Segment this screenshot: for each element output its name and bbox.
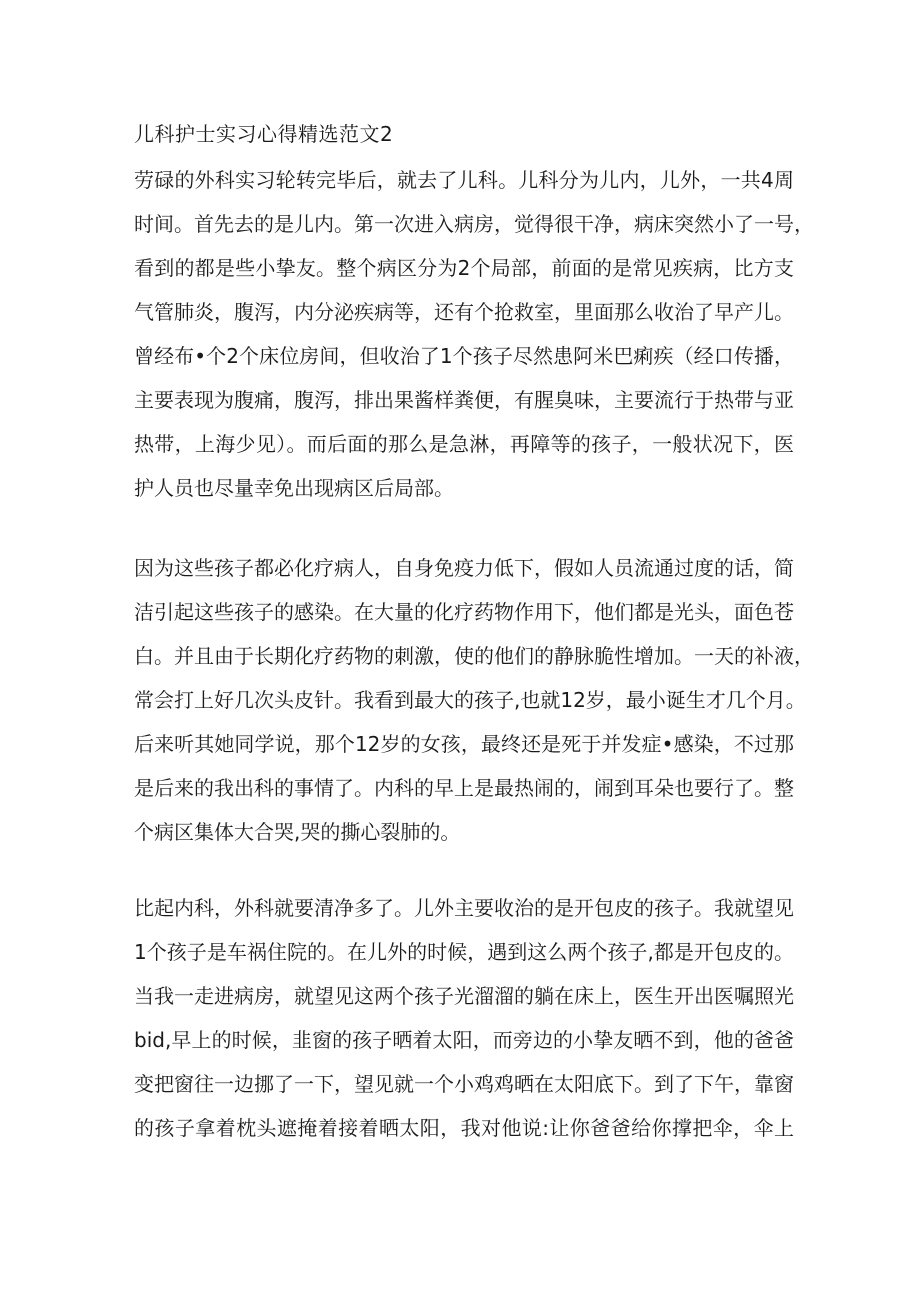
text-line: 护人员也尽量幸免出现病区后局部。 <box>134 476 454 500</box>
text-line: 是后来的我出科的事情了。内科的早上是最热闹的，闹到耳朵也要行了。整 <box>134 776 794 800</box>
text-line: 白。并且由于长期化疗药物的刺激，使的他们的静脉脆性增加。一天的补液， <box>134 644 814 668</box>
text-line: 比起内科，外科就要清净多了。儿外主要收治的是开包皮的孩子。我就望见 <box>134 896 794 920</box>
text-line: 劳碌的外科实习轮转完毕后，就去了儿科。儿科分为儿内，儿外，一共4周 <box>134 168 794 192</box>
text-line: 看到的都是些小挚友。整个病区分为2个局部，前面的是常见疾病，比方支 <box>134 256 794 280</box>
text-line: 个病区集体大合哭,哭的撕心裂肺的。 <box>134 820 461 844</box>
document-title: 儿科护士实习心得精选范文2 <box>134 122 394 146</box>
text-line: 主要表现为腹痛，腹泻，排出果酱样粪便，有腥臭味，主要流行于热带与亚 <box>134 388 794 412</box>
text-line: 变把窗往一边挪了一下，望见就一个小鸡鸡晒在太阳底下。到了下午，靠窗 <box>134 1072 794 1096</box>
text-line: 因为这些孩子都必化疗病人，自身免疫力低下，假如人员流通过度的话，简 <box>134 556 794 580</box>
text-line: 洁引起这些孩子的感染。在大量的化疗药物作用下，他们都是光头，面色苍 <box>134 600 794 624</box>
text-line: 1个孩子是车祸住院的。在儿外的时候，遇到这么两个孩子,都是开包皮的。 <box>134 940 794 964</box>
text-line: bid,早上的时候，韭窗的孩子晒着太阳，而旁边的小挚友晒不到，他的爸爸 <box>134 1028 794 1052</box>
paragraph-3 <box>134 886 794 1150</box>
paragraph-1 <box>134 158 814 510</box>
text-line: 热带，上海少见）。而后面的那么是急淋，再障等的孩子，一般状况下，医 <box>134 432 794 456</box>
text-line: 的孩子拿着枕头遮掩着接着晒太阳，我对他说:让你爸爸给你撑把伞，伞上 <box>134 1116 794 1140</box>
text-line: 气管肺炎，腹泻，内分泌疾病等，还有个抢救室，里面那么收治了早产儿。 <box>134 300 794 324</box>
text-line: 后来听其她同学说，那个12岁的女孩，最终还是死于并发症•感染，不过那 <box>134 732 794 756</box>
paragraph-2 <box>134 546 814 854</box>
text-line: 时间。首先去的是儿内。第一次进入病房，觉得很干净，病床突然小了一号， <box>134 212 814 236</box>
text-line: 曾经布•个2个床位房间，但收治了1个孩子尽然患阿米巴痢疾（经口传播， <box>134 344 794 368</box>
text-line: 常会打上好几次头皮针。我看到最大的孩子,也就12岁，最小诞生才几个月。 <box>134 688 806 712</box>
text-line: 当我一走进病房，就望见这两个孩子光溜溜的躺在床上，医生开出医嘱照光 <box>134 984 794 1008</box>
